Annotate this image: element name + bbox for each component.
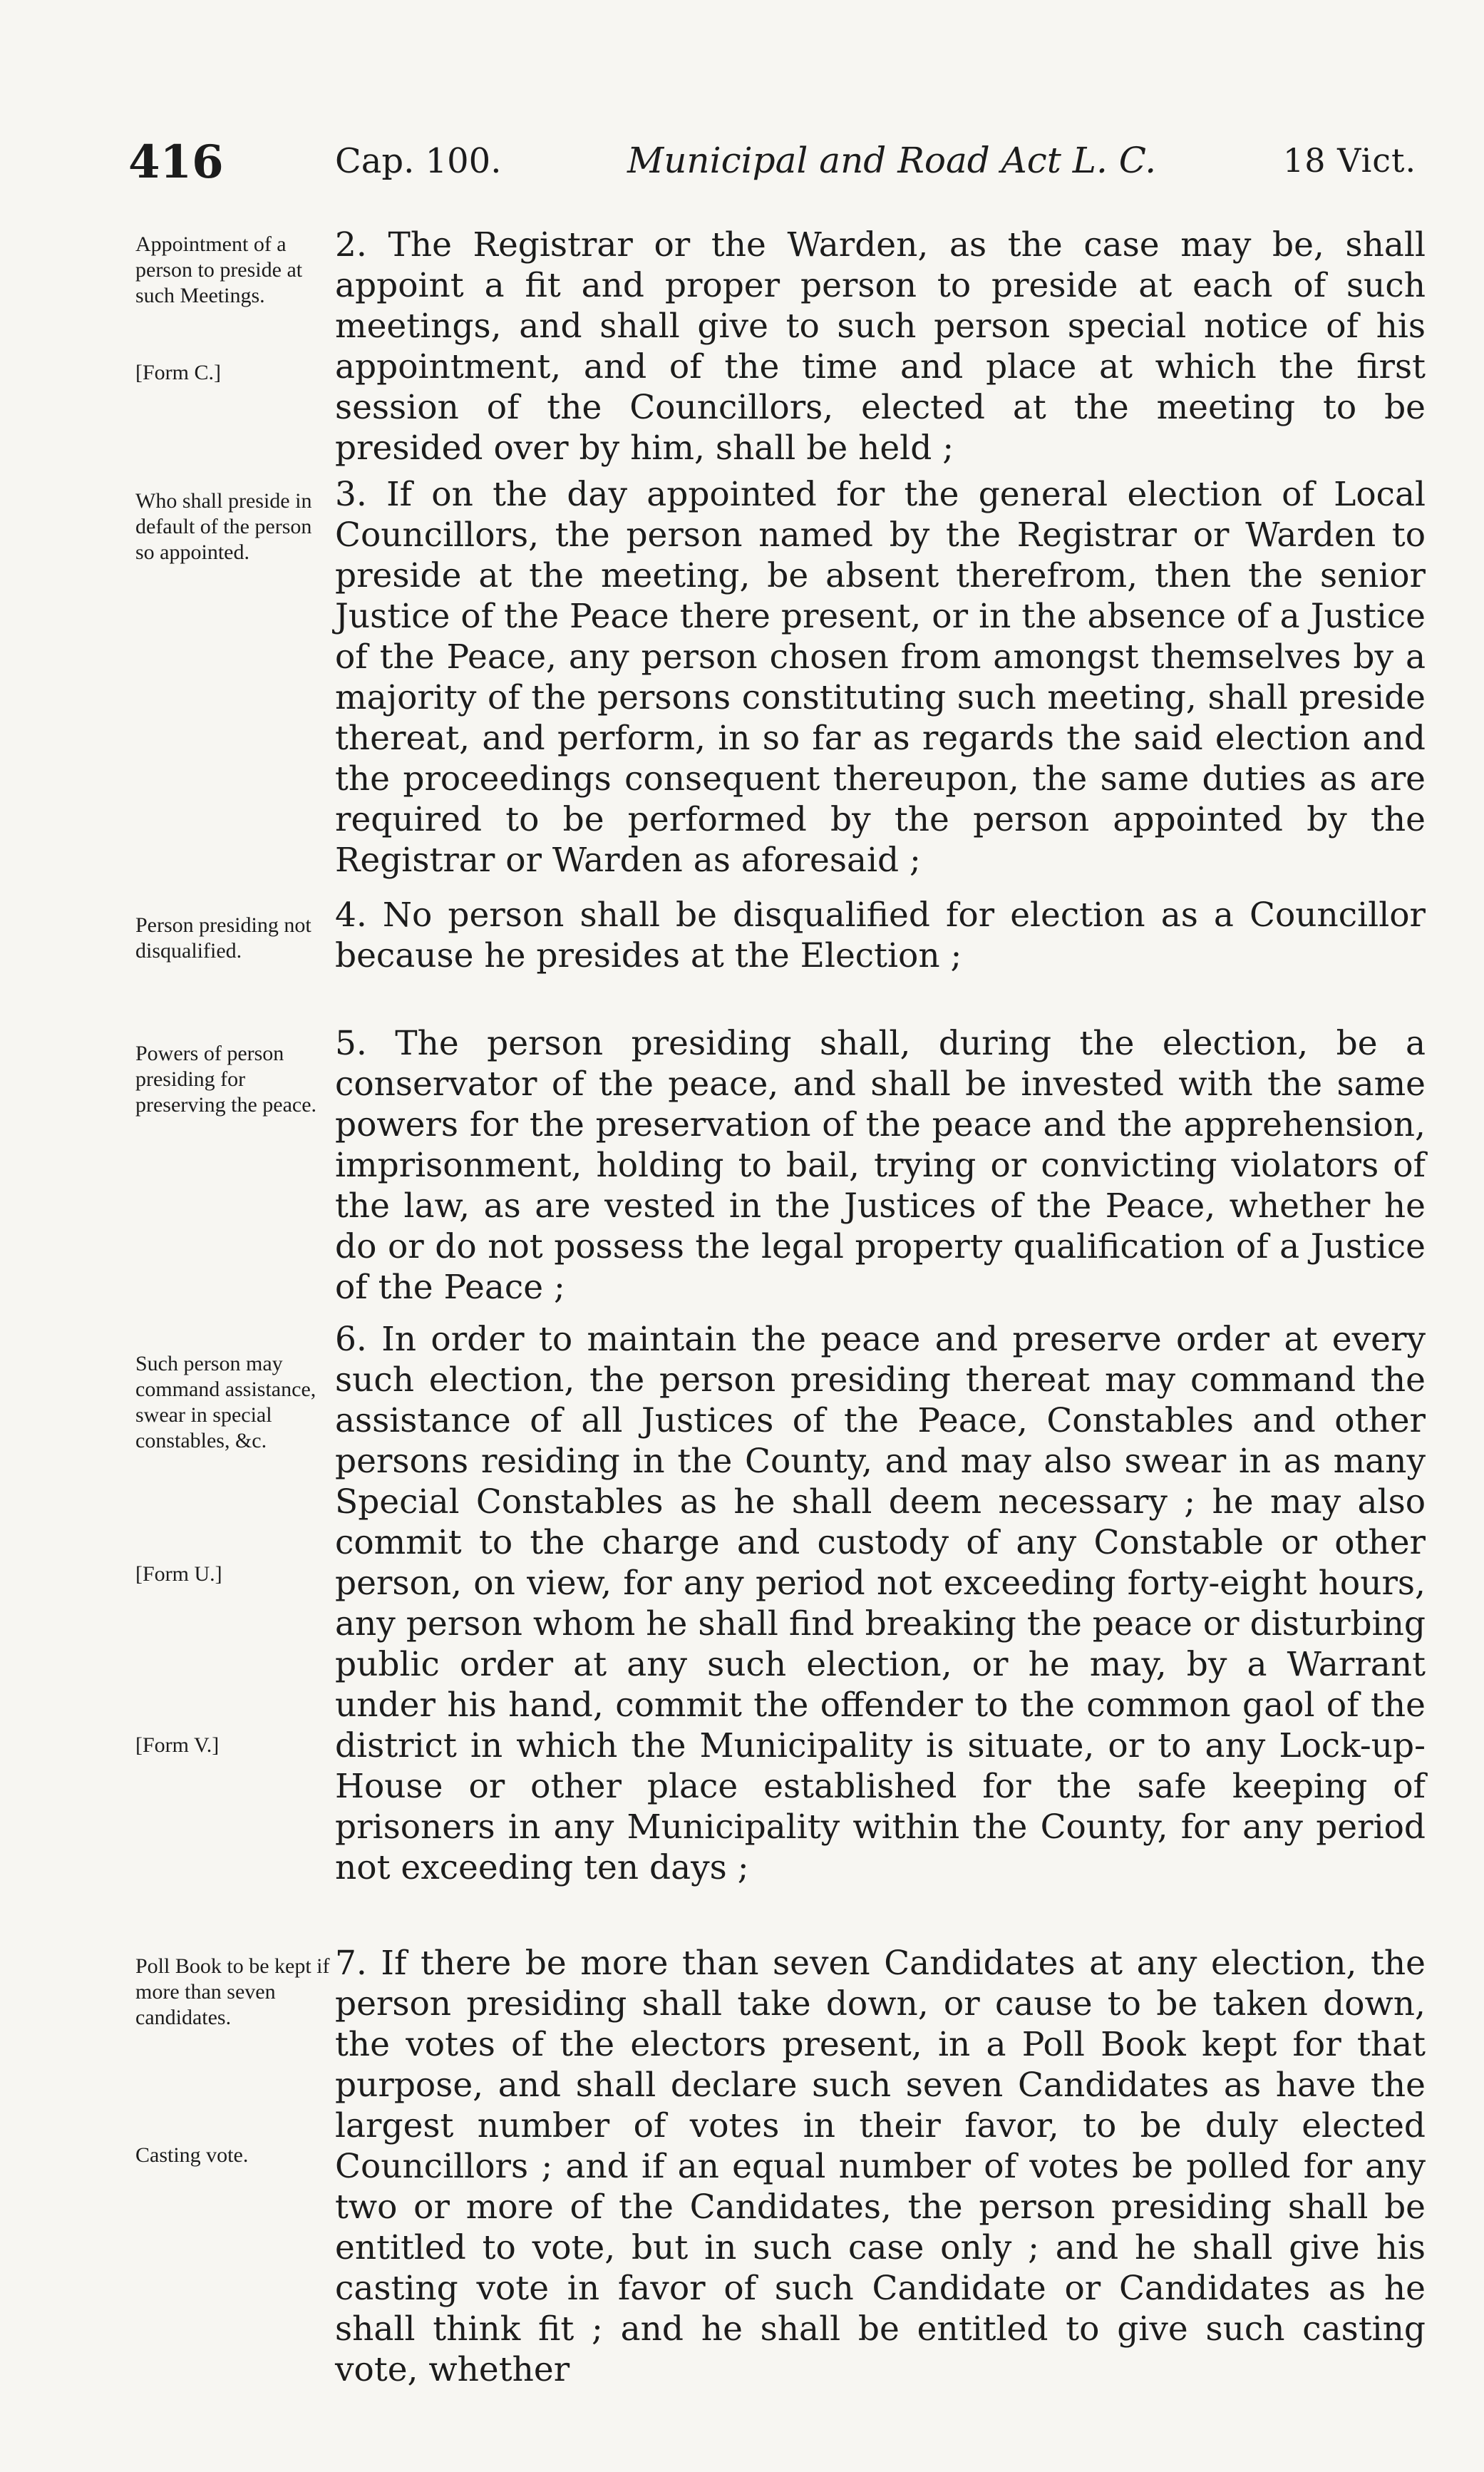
section-text: 6. In order to maintain the peace and preserve order at every such election, the person presiding thereat may command the assistance of all Justices of the Peace, Constables and other persons residing in the County, and may also swear in as many Special Constables as he shall deem necessary ; he may also commit to the charge and custody of any Constable or other person, on view, for any period not exceeding forty-eight hours, any person whom he shall find breaking the peace or disturbing public order at any such election, or he may, by a Warrant under his hand, commit the offender to the common gaol of the district in which the Municipality is situate, or to any Lock-up-House or other place established for the safe keeping of prisoners in any Municipality within the County, for any period not exceeding ten days ;: [335, 1320, 1426, 1887]
chapter-label: Cap. 100.: [335, 141, 502, 181]
section-text: 7. If there be more than seven Candidates at any election, the person presiding shall take down, or cause to be taken down, the votes of the electors present, in a Poll Book kept for that purpose, and shall declare such seven Candidates as have the largest number of votes in their favor, to be duly elected Councillors ; and if an equal number of votes be polled for any two or more of the Candidates, the person presiding shall be entitled to vote, but in such case only ; and he shall give his casting vote in favor of such Candidate or Candidates as he shall think fit ; and he shall be entitled to give such casting vote, whether: [335, 1944, 1426, 2389]
section-text: 2. The Registrar or the Warden, as the case may be, shall appoint a fit and proper person to preside at each of such meetings, and shall give to such person special notice of his appointment, and of the time and place at which the first session of the Councillors, elected at the meeting to be presided over by him, shall be held ;: [335, 225, 1426, 468]
form-reference: [Form V.]: [135, 1733, 220, 1757]
page-header: [128, 135, 1426, 200]
margin-note: Who shall preside in default of the person so appointed.: [135, 489, 312, 564]
regnal-year: 18 Vict.: [1283, 141, 1417, 180]
margin-note: Powers of person presiding for preserving the peace.: [135, 1042, 317, 1117]
margin-note: Casting vote.: [135, 2143, 249, 2167]
page-number: 416: [128, 135, 224, 189]
section-text: 5. The person presiding shall, during the election, be a conservator of the peace, and shall be invested with the same powers for the preservation of the peace and the apprehension, imprisonment, holding to bail, trying or convicting violators of the law, as are vested in the Justices of the Peace, whether he do or do not possess the legal property qualification of a Justice of the Peace ;: [335, 1024, 1426, 1307]
margin-note: Person presiding not disqualified.: [135, 913, 311, 963]
margin-note: Such person may command assistance, swear in special constables, &c.: [135, 1352, 316, 1452]
form-reference: [Form C.]: [135, 361, 221, 384]
section-text: 3. If on the day appointed for the general election of Local Councillors, the person named by the Registrar or Warden to preside at the meeting, be absent therefrom, then the senior Justice of the Peace there present, or in the absence of a Justice of the Peace, any person chosen from amongst themselves by a majority of the persons constituting such meeting, shall preside thereat, and perform, in so far as regards the said election and the proceedings consequent thereupon, the same duties as are required to be performed by the person appointed by the Registrar or Warden as aforesaid ;: [335, 475, 1426, 880]
margin-note: Appointment of a person to preside at such Meetings.: [135, 232, 303, 307]
running-title: Municipal and Road Act L. C.: [627, 140, 1157, 181]
section-text: 4. No person shall be disqualified for election as a Councillor because he presides at the Election ;: [335, 896, 1426, 975]
form-reference: [Form U.]: [135, 1562, 222, 1586]
margin-note: Poll Book to be kept if more than seven candidates.: [135, 1954, 330, 2029]
